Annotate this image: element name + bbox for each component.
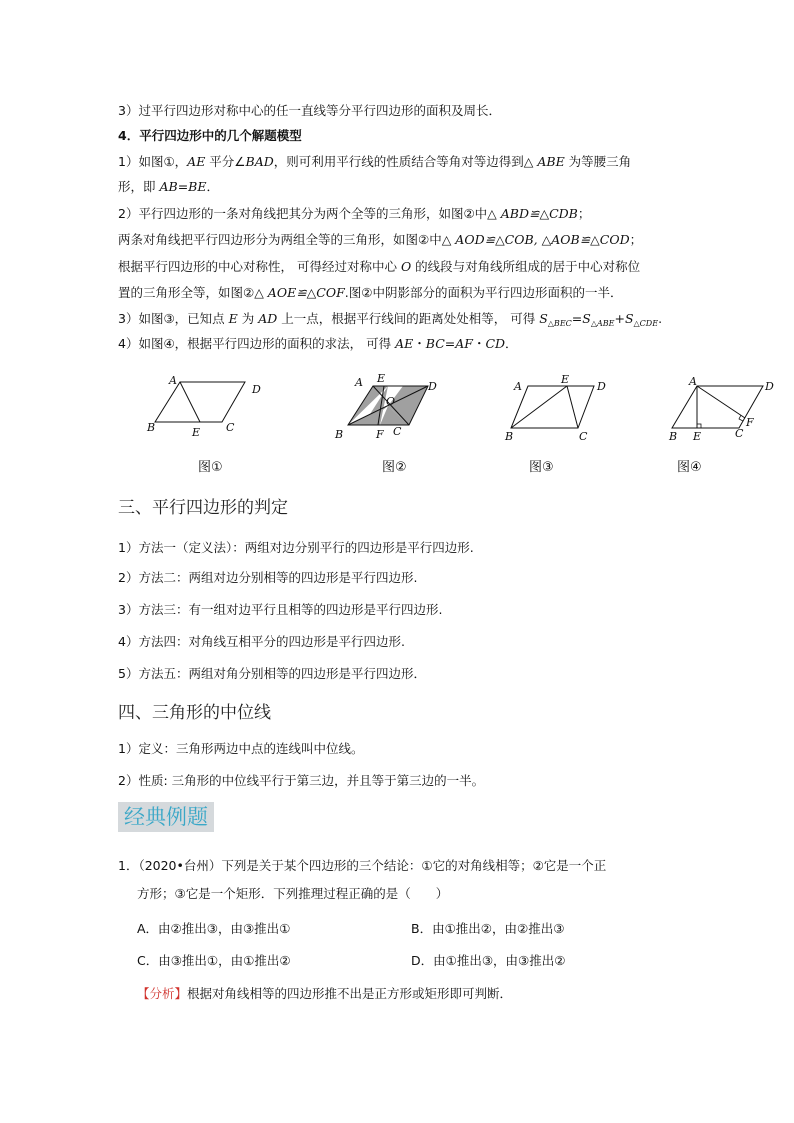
label-f: F [746, 416, 754, 429]
label-e: E [561, 373, 570, 386]
figure-caption: 图④ [677, 460, 702, 475]
list-item: 2）方法二：两组对边分别相等的四边形是平行四边形. [118, 570, 418, 585]
label-e: E [693, 430, 702, 443]
figure-3 [500, 372, 615, 447]
label-a: A [514, 380, 522, 393]
section-heading: 四、三角形的中位线 [118, 703, 271, 723]
list-item: 2）性质: 三角形的中位线平行于第三边，并且等于第三边的一半。 [118, 773, 485, 788]
label-d: D [765, 380, 774, 393]
text-line: 两条对角线把平行四边形分为两组全等的三角形，如图②中△ AOD≌△COB, △AOB≌△COD； [118, 232, 643, 247]
parallelogram [155, 382, 245, 422]
label-d: D [428, 380, 437, 393]
option-b: B．由①推出②，由②推出③ [411, 921, 565, 936]
right-angle-mark [697, 424, 701, 428]
list-item: 3）方法三：有一组对边平行且相等的四边形是平行四边形. [118, 602, 443, 617]
label-d: D [252, 383, 261, 396]
text-line: 1）如图①，AE 平分∠BAD，则可利用平行线的性质结合等角对等边得到△ ABE 为等腰三角 [118, 154, 632, 169]
list-item: 1）方法一（定义法）：两组对边分别平行的四边形是平行四边形. [118, 540, 474, 555]
analysis-text: 根据对角线相等的四边形推不出是正方形或矩形即可判断． [187, 986, 513, 1001]
text-line: 3）过平行四边形对称中心的任一直线等分平行四边形的面积及周长． [118, 103, 501, 118]
parallelogram [511, 386, 594, 428]
text-line: 根据平行四边形的中心对称性， 可得经过对称中心 O 的线段与对角线所组成的居于中心对称位 [118, 259, 641, 274]
question-text: 1．（2020•台州）下列是关于某个四边形的三个结论：①它的对角线相等；②它是一个正 [118, 858, 607, 873]
list-item: 4）方法四：对角线互相平分的四边形是平行四边形. [118, 634, 405, 649]
segment-ec [567, 386, 578, 428]
figure-caption: 图② [382, 460, 407, 475]
label-e: E [377, 372, 386, 385]
label-e: E [192, 426, 201, 439]
figure-caption: 图③ [529, 460, 554, 475]
subheading: 4．平行四边形中的几个解题模型 [118, 128, 302, 143]
label-o: O [386, 395, 396, 408]
list-item: 5）方法五：两组对角分别相等的四边形是平行四边形． [118, 666, 426, 681]
label-b: B [147, 421, 156, 434]
text-line: 2）平行四边形的一条对角线把其分为两个全等的三角形，如图②中△ ABD≌△CDB； [118, 206, 591, 221]
label-d: D [597, 380, 606, 393]
text-line: 3）如图③，已知点 E 为 AD 上一点，根据平行线间的距离处处相等， 可得 $S_{\triangle BEC}=S_{\triangle ABE}+S_{\triangle CDE}$. [118, 311, 663, 328]
question-text: 方形；③它是一个矩形．下列推理过程正确的是（ ） [137, 886, 449, 901]
text-line: 形，即 AB=BE． [118, 179, 219, 194]
text-line: 4）如图④，根据平行四边形的面积的求法， 可得 AE・BC=AF・CD． [118, 336, 518, 351]
label-b: B [335, 428, 344, 441]
figure-4 [660, 372, 785, 447]
label-a: A [355, 376, 363, 389]
list-item: 1）定义：三角形两边中点的连线叫中位线。 [118, 741, 364, 756]
option-a: A．由②推出③，由③推出① [137, 921, 291, 936]
label-c: C [735, 427, 744, 440]
figure-caption: 图① [198, 460, 223, 475]
label-c: C [579, 430, 588, 443]
label-a: A [689, 375, 697, 388]
figure-2 [330, 372, 445, 447]
figure-1 [140, 372, 270, 442]
section-banner: 经典例题 [118, 802, 214, 832]
height-af [697, 386, 745, 418]
analysis [137, 985, 512, 1003]
label-a: A [169, 374, 177, 387]
label-b: B [669, 430, 678, 443]
section-heading: 三、平行四边形的判定 [118, 498, 288, 518]
option-c: C．由③推出①，由①推出② [137, 953, 291, 968]
analysis-tag: 【分析】 [137, 986, 188, 1001]
segment-ae [180, 382, 200, 422]
option-d: D．由①推出③，由③推出② [411, 953, 566, 968]
text-line: 置的三角形全等，如图②△ AOE≌△COF.图②中阴影部分的面积为平行四边形面积的一半． [118, 285, 623, 300]
label-c: C [393, 425, 402, 438]
label-f: F [376, 428, 384, 441]
label-c: C [226, 421, 235, 434]
label-b: B [505, 430, 514, 443]
